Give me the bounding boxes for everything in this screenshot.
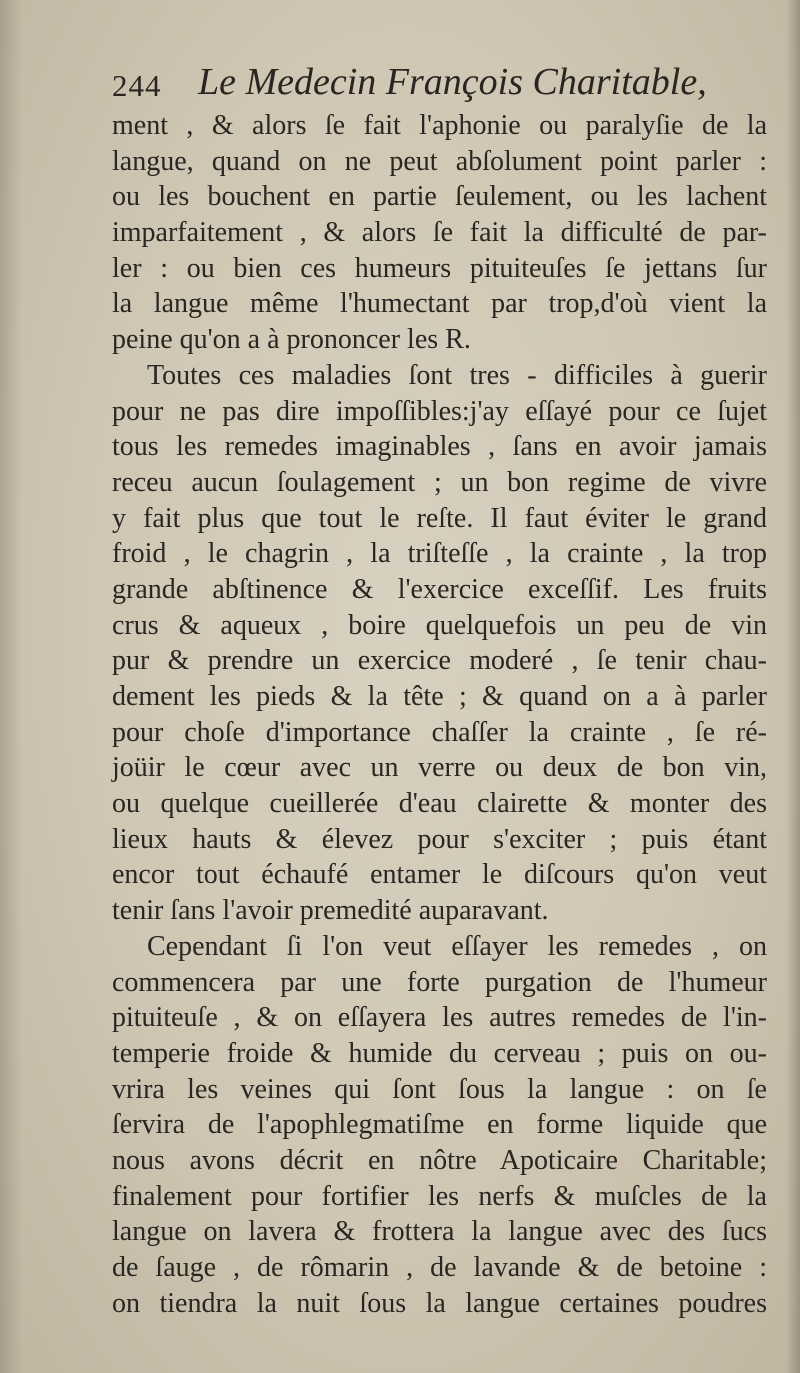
text-line: nous avons décrit en nôtre Apoticaire Charitable; xyxy=(112,1144,767,1176)
text-line: ment , & alors ſe fait l'aphonie ou paralyſie de la xyxy=(112,110,767,141)
text-line: imparfaitement , & alors ſe fait la difficulté de par- xyxy=(112,217,767,249)
text-line: tous les remedes imaginables , ſans en avoir jamais xyxy=(112,431,767,463)
text-line: lieux hauts & élevez pour s'exciter ; puis étant xyxy=(112,823,767,855)
page-shadow-right xyxy=(786,0,800,1373)
text-line: langue, quand on ne peut abſolument point parler : xyxy=(112,145,767,177)
text-line: joüir le cœur avec un verre ou deux de bon vin, xyxy=(112,752,767,784)
text-line: ſervira de l'apophlegmatiſme en forme liquide que xyxy=(112,1109,767,1141)
text-line: pur & prendre un exercice moderé , ſe tenir chau- xyxy=(112,645,767,677)
text-line: dement les pieds & la tête ; & quand on a à parler xyxy=(112,681,767,712)
text-line: froid , le chagrin , la triſteſſe , la crainte , la trop xyxy=(112,538,767,570)
body-text xyxy=(112,108,767,1321)
text-line: de ſauge , de rômarin , de lavande & de betoine : xyxy=(112,1252,767,1283)
text-line: tenir ſans l'avoir premedité auparavant. xyxy=(112,895,549,927)
text-line: peine qu'on a à prononcer les R. xyxy=(112,324,471,356)
text-line: encor tout échaufé entamer le diſcours qu'on veut xyxy=(112,859,767,891)
text-line: pour choſe d'importance chaſſer la crainte , ſe ré- xyxy=(112,716,767,748)
text-line: crus & aqueux , boire quelquefois un peu de vin xyxy=(112,609,767,641)
page-shadow-left xyxy=(0,0,22,1373)
text-line: la langue même l'humectant par trop,d'où vient la xyxy=(112,288,767,320)
paragraph-start-line: Toutes ces maladies ſont tres - difficiles à guerir xyxy=(147,359,767,391)
text-line: temperie froide & humide du cerveau ; puis on ou- xyxy=(112,1037,767,1069)
text-line: on tiendra la nuit ſous la langue certaines poudres xyxy=(112,1287,767,1319)
page-number: 244 xyxy=(112,68,162,103)
page-header xyxy=(112,58,772,106)
text-line: pituiteuſe , & on eſſayera les autres remedes de l'in- xyxy=(112,1002,767,1034)
text-line: grande abſtinence & l'exercice exceſſif. Les fruits xyxy=(112,573,767,605)
text-line: ler : ou bien ces humeurs pituiteuſes ſe jettans ſur xyxy=(112,252,767,284)
text-line: pour ne pas dire impoſſibles:j'ay eſſayé pour ce ſujet xyxy=(112,395,767,427)
text-line: y fait plus que tout le reſte. Il faut éviter le grand xyxy=(112,502,767,534)
text-line: ou les bouchent en partie ſeulement, ou les lachent xyxy=(112,181,767,213)
text-line: commencera par une forte purgation de l'humeur xyxy=(112,966,767,998)
text-line: ou quelque cueillerée d'eau clairette & monter des xyxy=(112,788,767,820)
text-line: vrira les veines qui ſont ſous la langue : on ſe xyxy=(112,1073,767,1105)
text-line: receu aucun ſoulagement ; un bon regime de vivre xyxy=(112,466,767,498)
text-line: finalement pour fortifier les nerfs & muſcles de la xyxy=(112,1180,767,1212)
text-line: langue on lavera & frottera la langue avec des ſucs xyxy=(112,1216,767,1248)
running-title: Le Medecin François Charitable, xyxy=(198,61,707,103)
paragraph-start-line: Cependant ſi l'on veut eſſayer les remedes , on xyxy=(147,930,767,962)
